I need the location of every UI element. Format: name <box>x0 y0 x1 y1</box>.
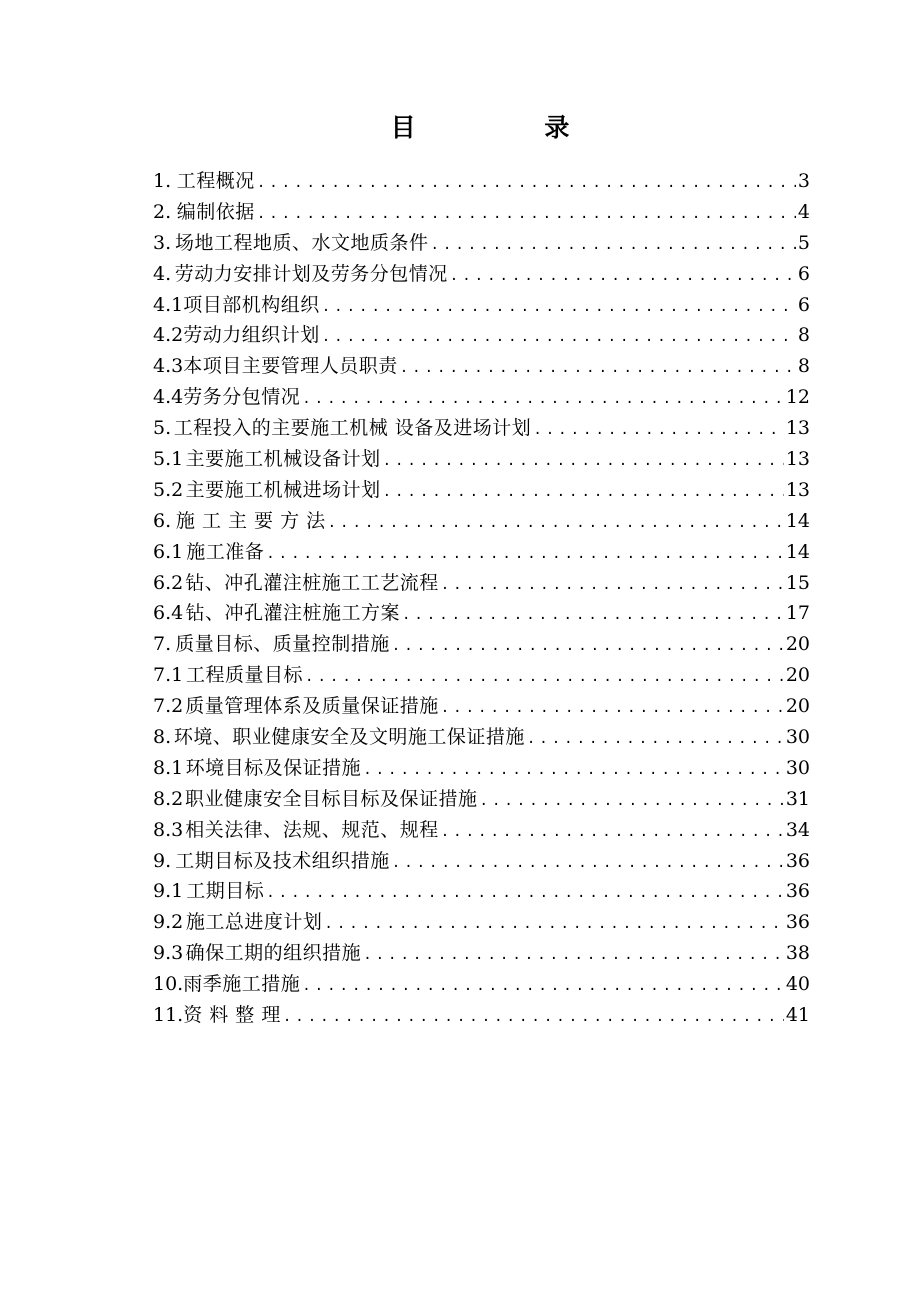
toc-entry-page: 17 <box>785 602 810 625</box>
toc-entry[interactable] <box>153 629 810 660</box>
toc-entry[interactable] <box>153 568 810 599</box>
toc-entry-number: 4.4 <box>153 386 184 409</box>
toc-entry-number: 8.1 <box>153 756 184 779</box>
toc-entry[interactable] <box>153 815 810 846</box>
toc-entry-page: 36 <box>785 849 810 872</box>
toc-leader-dots <box>322 292 796 323</box>
toc-entry-title: 工期目标 <box>186 880 265 903</box>
toc-entry-page: 13 <box>785 448 810 471</box>
table-of-contents <box>153 166 810 1031</box>
toc-entry-title: 工程概况 <box>176 170 255 192</box>
toc-entry-title: 劳动力安排计划及劳务分包情况 <box>174 262 448 285</box>
toc-entry[interactable] <box>153 846 810 877</box>
toc-entry[interactable] <box>153 784 810 815</box>
toc-leader-dots <box>363 755 784 786</box>
toc-leader-dots <box>283 1002 784 1033</box>
toc-leader-dots <box>392 848 784 879</box>
toc-entry[interactable] <box>153 660 810 691</box>
toc-entry-page: 20 <box>785 695 810 718</box>
toc-entry[interactable] <box>153 259 810 290</box>
toc-entry-number: 7. <box>153 633 172 656</box>
toc-entry-page: 8 <box>797 324 810 347</box>
toc-entry-number: 5. <box>153 417 172 440</box>
toc-entry-title: 编制依据 <box>176 200 255 223</box>
toc-entry-number: 10. <box>153 973 184 996</box>
toc-entry[interactable] <box>153 907 810 938</box>
toc-entry-number: 9. <box>153 849 172 872</box>
toc-entry-page: 15 <box>785 571 810 594</box>
toc-leader-dots <box>305 662 784 693</box>
toc-entry-title: 钻、冲孔灌注桩施工工艺流程 <box>185 571 439 594</box>
toc-leader-dots <box>302 384 784 415</box>
toc-entry-page: 14 <box>785 509 810 532</box>
toc-entry-page: 31 <box>785 787 810 810</box>
toc-entry-title: 钻、冲孔灌注桩施工方案 <box>185 602 400 625</box>
toc-entry-number: 6.4 <box>153 602 184 625</box>
toc-entry[interactable] <box>153 537 810 568</box>
toc-entry-number: 5.2 <box>153 478 184 501</box>
toc-entry-title: 职业健康安全目标目标及保证措施 <box>185 787 478 810</box>
toc-entry-title: 工期目标及技术组织措施 <box>175 849 390 872</box>
toc-entry-number: 7.2 <box>153 695 184 718</box>
toc-entry-page: 12 <box>785 386 810 409</box>
toc-entry[interactable] <box>153 876 810 907</box>
toc-entry-title: 雨季施工措施 <box>183 973 301 996</box>
toc-entry[interactable] <box>153 290 810 321</box>
toc-entry-title: 劳务分包情况 <box>183 386 301 409</box>
toc-entry-number: 9.3 <box>153 942 184 965</box>
toc-entry-page: 20 <box>785 664 810 687</box>
toc-entry-number: 9.1 <box>153 880 184 903</box>
toc-entry[interactable] <box>153 320 810 351</box>
toc-entry-number: 1. <box>153 170 172 192</box>
toc-entry[interactable] <box>153 506 810 537</box>
toc-entry-title: 相关法律、法规、规范、规程 <box>185 818 439 841</box>
toc-entry[interactable] <box>153 969 810 1000</box>
toc-leader-dots <box>402 600 784 631</box>
toc-entry-title: 项目部机构组织 <box>183 293 320 316</box>
toc-entry-title: 场地工程地质、水文地质条件 <box>174 231 429 254</box>
toc-entry-number: 5.1 <box>153 448 184 471</box>
toc-entry-title: 质量管理体系及质量保证措施 <box>185 695 439 718</box>
toc-leader-dots <box>266 878 784 909</box>
toc-leader-dots <box>322 322 796 353</box>
toc-leader-dots <box>257 168 796 199</box>
toc-leader-dots <box>400 353 796 384</box>
toc-entry-number: 11. <box>153 1004 184 1027</box>
toc-entry-page: 13 <box>785 417 810 440</box>
toc-leader-dots <box>441 693 784 724</box>
toc-entry[interactable] <box>153 166 810 197</box>
toc-entry-number: 4.3 <box>153 355 184 378</box>
toc-entry-number: 9.2 <box>153 911 184 934</box>
toc-leader-dots <box>363 940 784 971</box>
toc-leader-dots <box>441 817 784 848</box>
toc-leader-dots <box>328 508 784 539</box>
toc-entry-title: 施工准备 <box>186 540 265 563</box>
toc-leader-dots <box>266 539 784 570</box>
toc-entry-page: 30 <box>785 756 810 779</box>
toc-leader-dots <box>392 631 784 662</box>
toc-entry-title: 确保工期的组织措施 <box>185 942 362 965</box>
toc-leader-dots <box>533 415 784 446</box>
toc-entry[interactable] <box>153 197 810 228</box>
toc-entry-number: 6.1 <box>153 540 184 563</box>
toc-entry-title: 资 料 整 理 <box>183 1004 281 1027</box>
toc-entry-title: 工程投入的主要施工机械 设备及进场计划 <box>173 417 532 440</box>
toc-entry-number: 6. <box>153 509 172 532</box>
toc-entry[interactable] <box>153 382 810 413</box>
toc-entry-page: 5 <box>797 231 810 254</box>
toc-entry-number: 8.2 <box>153 787 184 810</box>
toc-entry[interactable] <box>153 444 810 475</box>
toc-entry-number: 8.3 <box>153 818 184 841</box>
toc-entry-page: 13 <box>785 478 810 501</box>
toc-leader-dots <box>302 971 784 1002</box>
toc-entry[interactable] <box>153 475 810 506</box>
toc-entry-page: 14 <box>785 540 810 563</box>
toc-entry-page: 3 <box>797 170 810 192</box>
toc-entry-page: 36 <box>785 911 810 934</box>
toc-entry-page: 4 <box>797 200 810 223</box>
toc-leader-dots <box>527 724 784 755</box>
toc-leader-dots <box>450 261 796 292</box>
toc-entry-title: 环境、职业健康安全及文明施工保证措施 <box>173 726 525 749</box>
toc-entry-number: 2. <box>153 200 172 223</box>
toc-entry-number: 6.2 <box>153 571 184 594</box>
toc-entry[interactable] <box>153 753 810 784</box>
toc-entry-title: 工程质量目标 <box>186 664 304 687</box>
toc-entry[interactable] <box>153 351 810 382</box>
toc-entry-title: 劳动力组织计划 <box>183 324 320 347</box>
toc-leader-dots <box>480 786 784 817</box>
toc-entry-number: 7.1 <box>153 664 184 687</box>
toc-entry-title: 主要施工机械进场计划 <box>185 478 381 501</box>
toc-entry[interactable] <box>153 228 810 259</box>
toc-entry-page: 38 <box>785 942 810 965</box>
toc-entry-page: 34 <box>785 818 810 841</box>
toc-entry-page: 6 <box>797 293 810 316</box>
toc-leader-dots <box>441 570 784 601</box>
toc-leader-dots <box>257 199 796 230</box>
toc-leader-dots <box>430 230 795 261</box>
toc-entry[interactable] <box>153 691 810 722</box>
toc-entry-page: 41 <box>785 1004 810 1027</box>
toc-entry-title: 本项目主要管理人员职责 <box>183 355 398 378</box>
toc-entry-title: 质量目标、质量控制措施 <box>175 633 390 656</box>
toc-entry-number: 4.2 <box>153 324 184 347</box>
toc-title: 目 录 <box>390 113 570 142</box>
toc-entry[interactable] <box>153 413 810 444</box>
toc-entry-number: 4. <box>153 262 172 285</box>
toc-entry-number: 8. <box>153 726 172 749</box>
toc-entry-number: 3. <box>153 231 172 254</box>
toc-leader-dots <box>324 909 783 940</box>
toc-leader-dots <box>383 477 784 508</box>
toc-entry-title: 施工总进度计划 <box>185 911 323 934</box>
toc-entry-page: 30 <box>785 726 810 749</box>
toc-entry-title: 主要施工机械设备计划 <box>185 448 381 471</box>
toc-entry-title: 施 工 主 要 方 法 <box>175 509 326 532</box>
toc-entry[interactable] <box>153 938 810 969</box>
toc-entry[interactable] <box>153 598 810 629</box>
toc-entry-number: 4.1 <box>153 293 184 316</box>
toc-entry-page: 6 <box>797 262 810 285</box>
toc-entry-page: 20 <box>785 633 810 656</box>
toc-entry[interactable] <box>153 1000 810 1031</box>
toc-entry-page: 36 <box>785 880 810 903</box>
toc-leader-dots <box>383 446 784 477</box>
toc-entry[interactable] <box>153 722 810 753</box>
toc-entry-title: 环境目标及保证措施 <box>185 756 362 779</box>
toc-entry-page: 40 <box>785 973 810 996</box>
toc-entry-page: 8 <box>797 355 810 378</box>
